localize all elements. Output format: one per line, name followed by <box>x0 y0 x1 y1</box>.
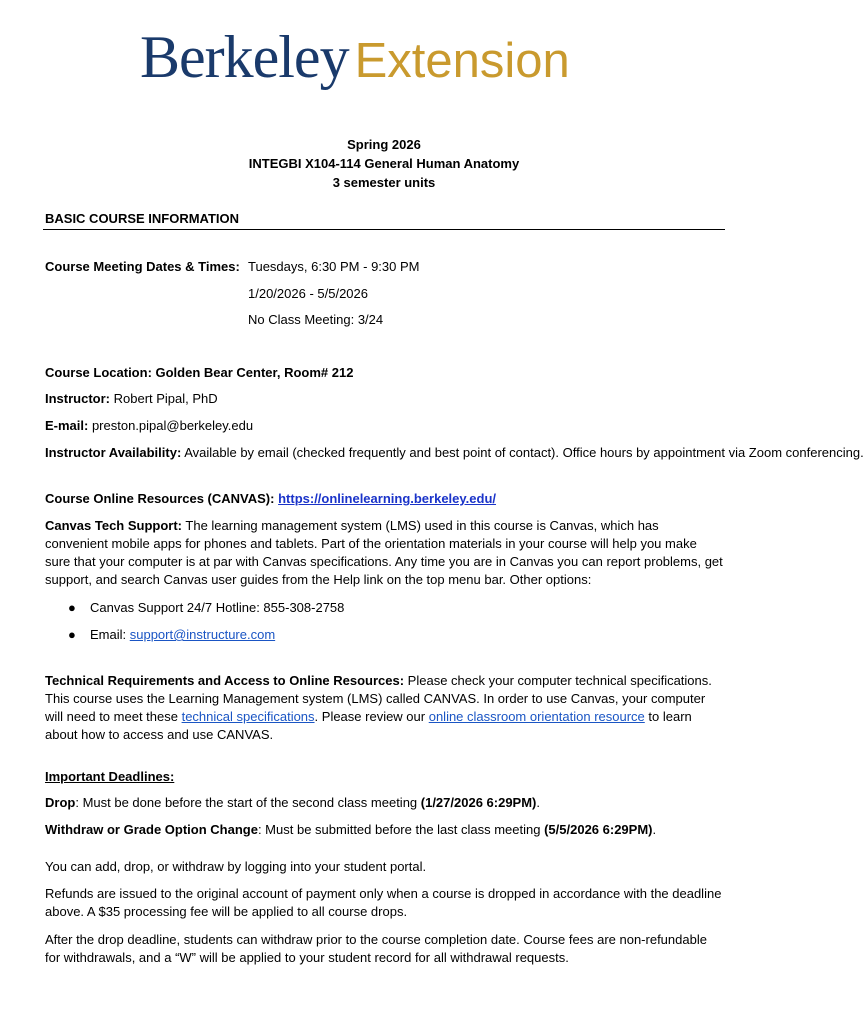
bullet-dot: ● <box>68 600 76 615</box>
tech-support-label: Canvas Tech Support: <box>45 518 183 533</box>
section-divider <box>43 229 725 230</box>
withdraw-label: Withdraw or Grade Option Change <box>45 822 258 837</box>
instructor-name: Robert Pipal, PhD <box>110 391 218 406</box>
availability-row <box>45 444 866 462</box>
course-header <box>0 135 768 192</box>
berkeley-extension-logo <box>140 24 570 90</box>
bullet-dot: ● <box>68 627 76 642</box>
availability-value: Available by email (checked frequently and best point of contact). Office hours by appointment via Zoom conferencing. <box>181 445 864 460</box>
add-drop-paragraph: You can add, drop, or withdraw by logging into your student portal. <box>45 859 427 874</box>
orientation-resource-link[interactable]: online classroom orientation resource <box>428 709 645 724</box>
drop-row <box>45 794 540 812</box>
meeting-dates: 1/20/2026 - 5/5/2026 <box>248 286 368 301</box>
availability-label: Instructor Availability: <box>45 445 182 460</box>
withdraw-text: : Must be submitted before the last class meeting <box>257 822 545 837</box>
tech-req-text1: Please check your computer technical specifications. This course uses the Learning Management system (LMS) called CANVAS. In order to use Canvas, your computer will need to meet these <box>45 673 712 724</box>
support-email-link[interactable]: support@instructure.com <box>129 627 276 642</box>
refund-paragraph: Refunds are issued to the original account of payment only when a course is dropped in accordance with the deadline above. A $35 processing fee will be applied to all course drops. <box>45 886 722 919</box>
resources-row <box>45 490 496 508</box>
instructor-row <box>45 390 218 408</box>
bullet-hotline <box>68 599 344 617</box>
drop-text: : Must be done before the start of the second class meeting <box>75 795 421 810</box>
resources-label: Course Online Resources (CANVAS): <box>45 491 275 506</box>
no-class-meeting: No Class Meeting: 3/24 <box>248 312 384 327</box>
drop-period: . <box>536 795 541 810</box>
withdraw-row <box>45 821 656 839</box>
logo-berkeley: Berkeley <box>140 24 349 90</box>
hotline-text: Canvas Support 24/7 Hotline: 855-308-2758 <box>90 600 345 615</box>
meeting-times: Tuesdays, 6:30 PM - 9:30 PM <box>248 259 420 274</box>
email-label: E-mail: <box>45 418 89 433</box>
deadlines-title: Important Deadlines: <box>45 769 175 784</box>
tech-req-label: Technical Requirements and Access to Online Resources: <box>45 673 405 688</box>
tech-requirements-paragraph <box>45 672 725 744</box>
tech-support-text: The learning management system (LMS) used in this course is Canvas, which has convenient mobile apps for phones and tablets. Part of the orientation materials in your course will help you make sure that your computer is at par with Canvas specifications. Any time you are in Canvas you can report problems, get support, and search Canvas user guides from the Help link on the top menu bar. Other options: <box>45 518 723 587</box>
support-email-label: Email: <box>90 627 130 642</box>
drop-date: (1/27/2026 6:29PM) <box>420 795 537 810</box>
tech-req-text3: to learn about how to access and use CANVAS. <box>45 709 692 742</box>
meeting-label: Course Meeting Dates & Times: <box>45 259 240 274</box>
section-title: BASIC COURSE INFORMATION <box>45 211 240 226</box>
tech-req-text2: . Please review our <box>314 709 429 724</box>
course-location: Course Location: Golden Bear Center, Room# 212 <box>45 365 354 380</box>
bullet-email <box>68 626 275 644</box>
course-units: 3 semester units <box>332 175 436 190</box>
course-title: INTEGBI X104-114 General Human Anatomy <box>248 156 520 171</box>
logo-extension: Extension <box>354 34 570 88</box>
instructor-label: Instructor: <box>45 391 110 406</box>
tech-specs-link[interactable]: technical specifications <box>181 709 315 724</box>
withdrawal-paragraph: After the drop deadline, students can withdraw prior to the course completion date. Course fees are non-refundable for withdrawals, and a “W” will be applied to your student record for all withdrawal requests. <box>45 932 707 965</box>
email-value: preston.pipal@berkeley.edu <box>88 418 254 433</box>
tech-support-paragraph <box>45 517 725 589</box>
withdraw-period: . <box>652 822 657 837</box>
withdraw-date: (5/5/2026 6:29PM) <box>544 822 653 837</box>
drop-label: Drop <box>45 795 76 810</box>
term: Spring 2026 <box>347 137 421 152</box>
email-row <box>45 417 253 435</box>
canvas-link[interactable]: https://onlinelearning.berkeley.edu/ <box>278 491 497 506</box>
